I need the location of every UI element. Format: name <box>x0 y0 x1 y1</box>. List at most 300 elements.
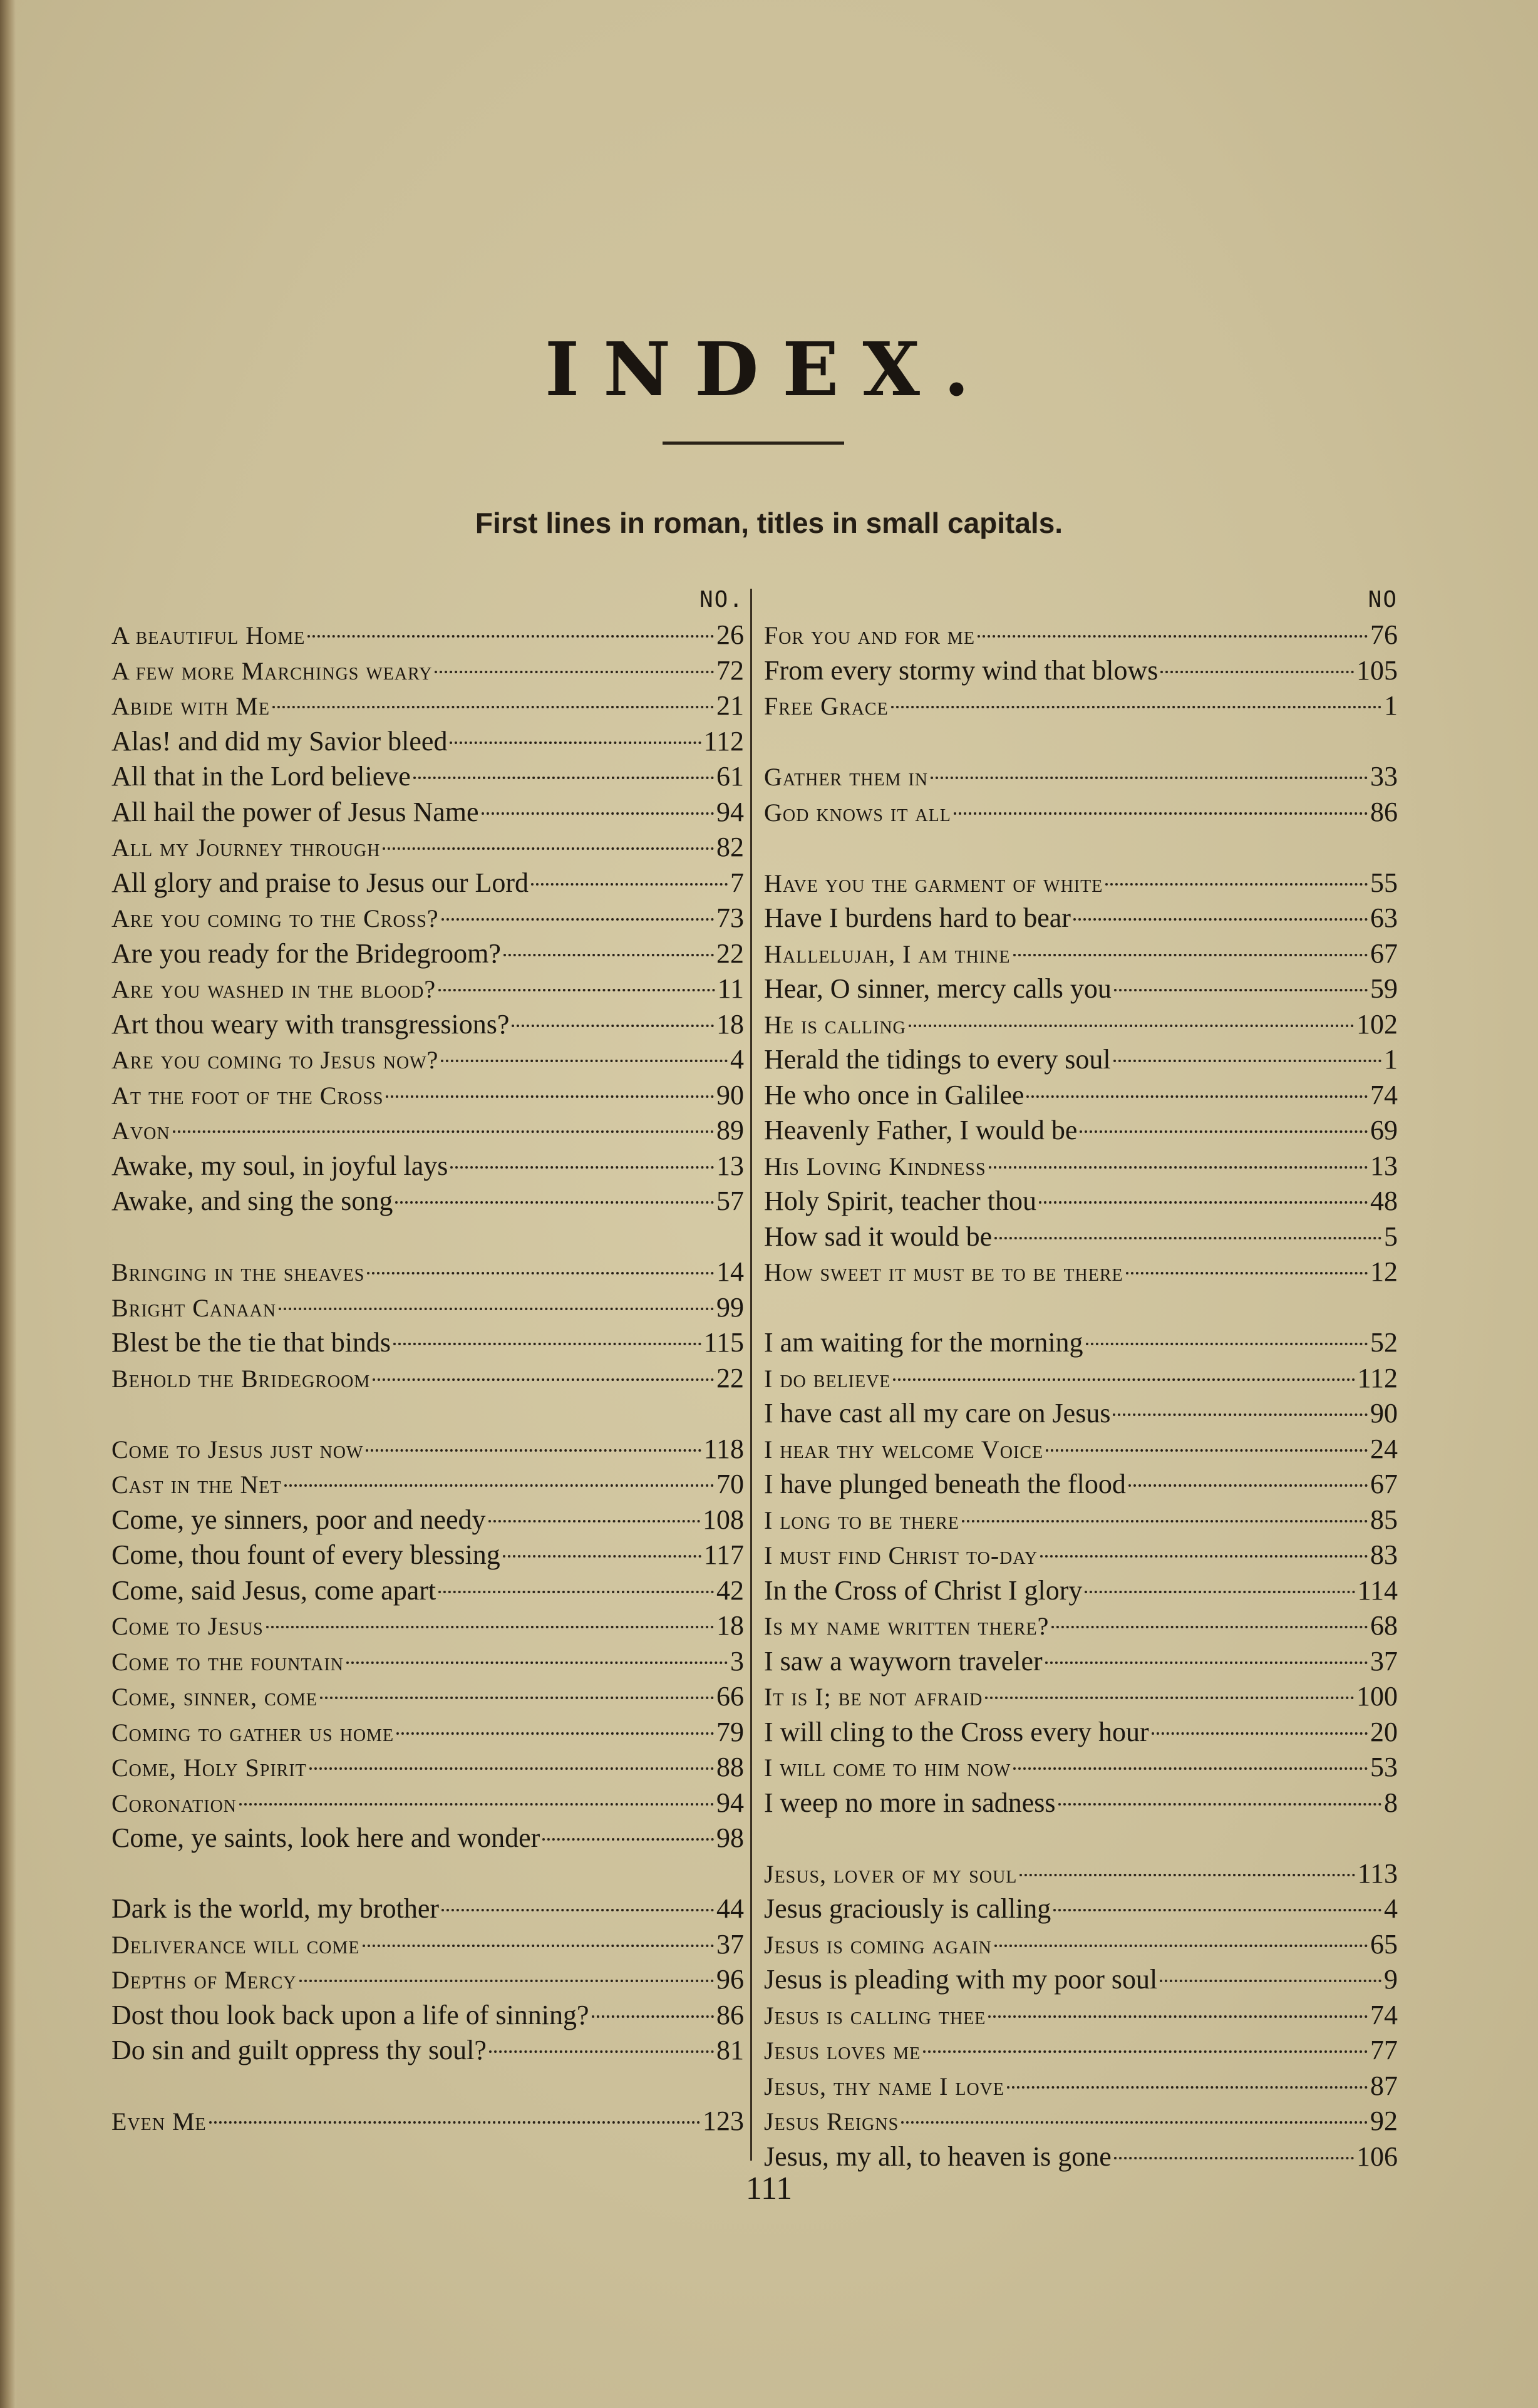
entry-title: Come, thou fount of every blessing <box>111 1539 500 1570</box>
dot-leader <box>1053 1909 1381 1911</box>
index-entry <box>764 1007 1398 1043</box>
entry-title: From every stormy wind that blows <box>764 654 1159 686</box>
entry-number: 55 <box>1370 867 1398 898</box>
page-number: 111 <box>745 2171 793 2206</box>
index-entry <box>111 618 744 653</box>
entry-title: Avon <box>111 1117 170 1145</box>
dot-leader <box>503 1555 701 1558</box>
entry-number: 118 <box>703 1433 744 1464</box>
entry-number: 90 <box>1370 1398 1398 1429</box>
dot-leader <box>891 706 1381 708</box>
entry-title: I am waiting for the morning <box>764 1327 1083 1358</box>
index-entry <box>111 1042 744 1078</box>
entry-number: 18 <box>716 1008 744 1040</box>
entry-number: 5 <box>1384 1221 1398 1252</box>
index-entry <box>764 688 1398 724</box>
dot-leader <box>482 812 714 815</box>
dot-leader <box>386 1095 714 1098</box>
index-entry <box>111 688 744 724</box>
dot-leader <box>1114 989 1368 991</box>
dot-leader <box>450 742 701 744</box>
dot-leader <box>266 1626 714 1628</box>
entry-title: Cast in the Net <box>111 1470 282 1499</box>
entry-number: 102 <box>1356 1008 1398 1040</box>
entry-title: He is calling <box>764 1010 906 1039</box>
entry-title: I have plunged beneath the flood <box>764 1469 1126 1499</box>
entry-number: 106 <box>1356 2141 1398 2172</box>
entry-title: A beautiful Home <box>111 621 306 649</box>
dot-leader <box>1160 671 1354 673</box>
entry-title: Art thou weary with transgressions? <box>111 1008 510 1040</box>
index-entry <box>111 866 744 901</box>
index-entry <box>764 1537 1398 1573</box>
index-entry <box>764 653 1398 689</box>
entry-title: Are you coming to the Cross? <box>111 904 439 933</box>
index-entry <box>111 1785 744 1821</box>
dot-leader <box>396 1732 714 1735</box>
entry-title: I long to be there <box>764 1506 959 1534</box>
dot-leader <box>994 1945 1368 1947</box>
index-entry <box>111 1644 744 1680</box>
entry-number: 13 <box>1370 1150 1398 1181</box>
entry-number: 12 <box>1370 1256 1398 1287</box>
entry-number: 24 <box>1370 1433 1398 1464</box>
entry-title: A few more Marchings weary <box>111 656 433 685</box>
entry-number: 83 <box>1370 1539 1398 1570</box>
dot-leader <box>1152 1732 1368 1735</box>
entry-title: Jesus, my all, to heaven is gone <box>764 2141 1112 2172</box>
dot-leader <box>923 2050 1368 2053</box>
section-gap <box>764 724 1398 760</box>
index-entry <box>111 1502 744 1538</box>
entry-title: Heavenly Father, I would be <box>764 1115 1078 1145</box>
entry-number: 69 <box>1370 1115 1398 1145</box>
entry-title: Come, said Jesus, come apart <box>111 1574 436 1606</box>
dot-leader <box>209 2121 700 2124</box>
entry-number: 86 <box>1370 796 1398 827</box>
dot-leader <box>346 1661 728 1664</box>
index-entry <box>764 1608 1398 1644</box>
entry-number: 112 <box>1357 1362 1398 1393</box>
entry-title: Come, ye saints, look here and wonder <box>111 1822 540 1853</box>
entry-number: 13 <box>716 1150 744 1181</box>
entry-number: 11 <box>717 973 744 1004</box>
entry-number: 52 <box>1370 1327 1398 1358</box>
entry-number: 74 <box>1370 1079 1398 1110</box>
index-entry <box>111 1361 744 1397</box>
entry-number: 8 <box>1384 1787 1398 1818</box>
entry-number: 123 <box>703 2106 744 2136</box>
dot-leader <box>989 1166 1368 1169</box>
index-entry <box>764 1750 1398 1785</box>
index-entry <box>111 830 744 866</box>
entry-number: 37 <box>1370 1645 1398 1677</box>
index-entry <box>764 1998 1398 2033</box>
entry-number: 65 <box>1370 1928 1398 1960</box>
entry-number: 18 <box>716 1610 744 1641</box>
index-entry <box>764 1467 1398 1502</box>
index-entry <box>111 1254 744 1290</box>
index-entry <box>764 1962 1398 1998</box>
dot-leader <box>901 2121 1368 2124</box>
index-entry <box>111 759 744 795</box>
entry-number: 112 <box>703 725 744 757</box>
dot-leader <box>1019 1874 1355 1876</box>
entry-title: Jesus is calling thee <box>764 2001 986 2030</box>
entry-title: Coming to gather us home <box>111 1718 395 1747</box>
number-header-right: NO <box>1368 587 1398 612</box>
entry-title: Come to the fountain <box>111 1647 344 1676</box>
dot-leader <box>450 1166 714 1169</box>
entry-title: Jesus Reigns <box>764 2107 899 2136</box>
dot-leader <box>592 2015 714 2018</box>
dot-leader <box>978 635 1368 638</box>
index-entry <box>111 1715 744 1750</box>
dot-leader <box>441 1060 728 1062</box>
dot-leader <box>1126 1272 1368 1274</box>
entry-title: Come, Holy Spirit <box>111 1754 307 1782</box>
entry-number: 59 <box>1370 973 1398 1004</box>
entry-title: Bright Canaan <box>111 1293 277 1322</box>
dot-leader <box>1113 1413 1368 1416</box>
section-gap <box>764 830 1398 866</box>
entry-number: 114 <box>1357 1574 1398 1606</box>
index-entry <box>764 795 1398 830</box>
entry-title: Have I burdens hard to bear <box>764 902 1071 933</box>
dot-leader <box>1045 1661 1368 1664</box>
entry-number: 14 <box>716 1256 744 1287</box>
dot-leader <box>320 1697 714 1699</box>
title-rule <box>663 442 844 445</box>
entry-title: Come to Jesus <box>111 1612 264 1640</box>
entry-title: All glory and praise to Jesus our Lord <box>111 867 529 898</box>
entry-title: All hail the power of Jesus Name <box>111 796 479 827</box>
index-entry <box>764 1644 1398 1680</box>
dot-leader <box>1013 1767 1368 1770</box>
entry-title: Jesus graciously is calling <box>764 1893 1051 1924</box>
entry-number: 113 <box>1357 1858 1398 1889</box>
entry-title: Hear, O sinner, mercy calls you <box>764 973 1112 1004</box>
index-entry <box>111 1007 744 1043</box>
dot-leader <box>1114 2157 1354 2159</box>
section-gap <box>111 1219 744 1255</box>
dot-leader <box>441 1909 714 1911</box>
dot-leader <box>363 1945 715 1947</box>
entry-title: How sad it would be <box>764 1221 993 1252</box>
index-entry <box>764 2033 1398 2069</box>
entry-title: Even Me <box>111 2107 207 2136</box>
dot-leader <box>272 706 714 708</box>
entry-title: I saw a wayworn traveler <box>764 1645 1043 1677</box>
entry-number: 3 <box>730 1645 744 1677</box>
entry-title: Alas! and did my Savior bleed <box>111 725 448 757</box>
section-gap <box>764 1821 1398 1856</box>
entry-number: 63 <box>1370 902 1398 933</box>
entry-list-right <box>764 618 1398 2174</box>
dot-leader <box>1085 1591 1355 1593</box>
dot-leader <box>438 1591 714 1593</box>
dot-leader <box>893 1378 1355 1381</box>
dot-leader <box>1086 1343 1368 1345</box>
index-entry <box>764 1432 1398 1467</box>
entry-number: 117 <box>703 1539 744 1570</box>
dot-leader <box>988 2015 1368 2018</box>
entry-title: Jesus, lover of my soul <box>764 1859 1018 1888</box>
dot-leader <box>1026 1095 1368 1098</box>
index-entry <box>764 1715 1398 1750</box>
entry-number: 88 <box>716 1752 744 1782</box>
dot-leader <box>531 883 728 886</box>
dot-leader <box>383 847 714 850</box>
index-entry <box>111 1113 744 1149</box>
index-entry <box>111 971 744 1007</box>
dot-leader <box>284 1484 714 1487</box>
dot-leader <box>909 1025 1354 1027</box>
entry-title: Dost thou look back upon a life of sinning? <box>111 1999 589 2030</box>
index-entry <box>111 1467 744 1502</box>
dot-leader <box>173 1130 714 1133</box>
page-title: INDEX. <box>545 326 993 413</box>
entry-title: How sweet it must be to be there <box>764 1258 1123 1286</box>
dot-leader <box>488 1520 700 1522</box>
entry-title: Come to Jesus just now <box>111 1435 364 1464</box>
entry-title: Jesus, thy name I love <box>764 2072 1004 2101</box>
dot-leader <box>239 1803 714 1806</box>
entry-number: 77 <box>1370 2035 1398 2065</box>
entry-number: 94 <box>716 1787 744 1818</box>
entry-title: Deliverance will come <box>111 1930 360 1959</box>
entry-number: 1 <box>1384 690 1398 721</box>
index-entry <box>111 1537 744 1573</box>
entry-number: 33 <box>1370 761 1398 792</box>
dot-leader <box>1113 1060 1381 1062</box>
entry-title: I will cling to the Cross every hour <box>764 1716 1149 1747</box>
entry-number: 76 <box>1370 619 1398 650</box>
index-entry <box>111 1432 744 1467</box>
entry-title: Awake, and sing the song <box>111 1186 393 1216</box>
entry-title: I must find Christ to-day <box>764 1541 1038 1569</box>
entry-number: 98 <box>716 1822 744 1853</box>
section-gap <box>111 2069 744 2104</box>
entry-number: 74 <box>1370 1999 1398 2030</box>
index-entry <box>764 1113 1398 1149</box>
entry-title: Behold the Bridegroom <box>111 1364 371 1393</box>
index-entry <box>111 1962 744 1998</box>
index-column-right <box>764 582 1398 2174</box>
dot-leader <box>1105 883 1368 886</box>
index-entry <box>111 1290 744 1326</box>
entry-title: He who once in Galilee <box>764 1079 1024 1110</box>
index-entry <box>764 1254 1398 1290</box>
index-entry <box>764 1078 1398 1114</box>
section-gap <box>111 1396 744 1432</box>
entry-title: Herald the tidings to every soul <box>764 1044 1111 1075</box>
index-entry <box>111 936 744 972</box>
dot-leader <box>367 1272 714 1274</box>
dot-leader <box>1040 1555 1368 1558</box>
index-entry <box>111 1184 744 1219</box>
dot-leader <box>985 1697 1354 1699</box>
index-entry <box>111 653 744 689</box>
entry-number: 22 <box>716 1362 744 1393</box>
dot-leader <box>1046 1449 1368 1452</box>
entry-number: 73 <box>716 902 744 933</box>
dot-leader <box>413 777 714 779</box>
entry-title: At the foot of the Cross <box>111 1081 384 1110</box>
entry-number: 72 <box>716 654 744 686</box>
entry-number: 1 <box>1384 1044 1398 1075</box>
entry-number: 22 <box>716 938 744 969</box>
dot-leader <box>1007 2086 1368 2089</box>
entry-title: I will come to him now <box>764 1754 1011 1782</box>
index-entry <box>111 901 744 936</box>
entry-title: Is my name written there? <box>764 1612 1050 1640</box>
dot-leader <box>1080 1130 1368 1133</box>
index-entry <box>764 1184 1398 1219</box>
index-entry <box>764 1219 1398 1255</box>
dot-leader <box>299 1980 715 1982</box>
entry-title: Jesus loves me <box>764 2037 921 2065</box>
dot-leader <box>373 1378 714 1381</box>
dot-leader <box>309 1767 714 1770</box>
entry-list-left <box>111 618 744 2139</box>
entry-number: 67 <box>1370 1469 1398 1499</box>
number-header-left: NO. <box>699 587 744 612</box>
index-column-left <box>111 582 744 2139</box>
dot-leader <box>954 812 1368 815</box>
index-entry <box>764 866 1398 901</box>
entry-title: Do sin and guilt oppress thy soul? <box>111 2035 487 2065</box>
entry-title: I do believe <box>764 1364 891 1393</box>
entry-number: 96 <box>716 1964 744 1995</box>
entry-title: It is I; be not afraid <box>764 1683 983 1711</box>
index-entry <box>111 2033 744 2069</box>
entry-title: Awake, my soul, in joyful lays <box>111 1150 448 1181</box>
index-entry <box>111 795 744 830</box>
entry-number: 94 <box>716 796 744 827</box>
entry-title: Bringing in the sheaves <box>111 1258 365 1286</box>
entry-number: 61 <box>716 761 744 792</box>
entry-number: 57 <box>716 1186 744 1216</box>
index-entry <box>111 1078 744 1114</box>
section-gap <box>764 1290 1398 1326</box>
index-entry <box>111 1750 744 1785</box>
entry-title: Gather them in <box>764 763 928 791</box>
dot-leader <box>1128 1484 1368 1487</box>
index-entry <box>111 1821 744 1856</box>
index-entry <box>111 1927 744 1963</box>
index-entry <box>764 901 1398 936</box>
index-entry <box>764 2069 1398 2104</box>
entry-title: Jesus is coming again <box>764 1930 992 1959</box>
index-entry <box>764 1361 1398 1397</box>
entry-number: 4 <box>1384 1893 1398 1924</box>
entry-title: Hallelujah, I am thine <box>764 939 1011 968</box>
entry-title: God knows it all <box>764 798 951 827</box>
entry-number: 81 <box>716 2035 744 2065</box>
index-entry <box>764 936 1398 972</box>
dot-leader <box>1160 1980 1381 1982</box>
entry-number: 108 <box>703 1504 744 1535</box>
dot-leader <box>1058 1803 1381 1806</box>
dot-leader <box>1073 918 1368 921</box>
entry-title: Abide with Me <box>111 692 270 720</box>
dot-leader <box>931 777 1368 779</box>
index-entry <box>764 1502 1398 1538</box>
index-entry <box>764 2104 1398 2139</box>
entry-number: 87 <box>1370 2070 1398 2101</box>
entry-title: Come, sinner, come <box>111 1683 317 1711</box>
entry-number: 67 <box>1370 938 1398 969</box>
entry-number: 105 <box>1356 654 1398 686</box>
index-entry <box>111 1998 744 2033</box>
index-entry <box>764 1573 1398 1609</box>
index-entry <box>764 1891 1398 1927</box>
index-entry <box>111 1608 744 1644</box>
dot-leader <box>366 1449 701 1452</box>
entry-number: 89 <box>716 1115 744 1145</box>
dot-leader <box>503 954 714 956</box>
entry-number: 37 <box>716 1928 744 1960</box>
index-entry <box>764 1325 1398 1361</box>
dot-leader <box>435 671 714 673</box>
entry-title: Dark is the world, my brother <box>111 1893 439 1924</box>
entry-number: 7 <box>730 867 744 898</box>
entry-number: 92 <box>1370 2106 1398 2136</box>
section-gap <box>111 1856 744 1892</box>
entry-number: 115 <box>703 1327 744 1358</box>
index-entry <box>764 1679 1398 1715</box>
entry-number: 70 <box>716 1469 744 1499</box>
entry-number: 53 <box>1370 1752 1398 1782</box>
dot-leader <box>438 989 715 991</box>
index-subtitle: First lines in roman, titles in small capitals. <box>475 507 1063 539</box>
dot-leader <box>542 1838 714 1841</box>
dot-leader <box>1013 954 1368 956</box>
entry-title: I weep no more in sadness <box>764 1787 1056 1818</box>
index-entry <box>764 618 1398 653</box>
index-entry <box>111 1325 744 1361</box>
index-entry <box>764 1396 1398 1432</box>
index-entry <box>764 1856 1398 1892</box>
index-entry <box>764 1149 1398 1184</box>
entry-number: 44 <box>716 1893 744 1924</box>
index-entry <box>764 2139 1398 2175</box>
entry-number: 90 <box>716 1079 744 1110</box>
dot-leader <box>1051 1626 1368 1628</box>
entry-number: 79 <box>716 1716 744 1747</box>
entry-number: 48 <box>1370 1186 1398 1216</box>
index-entry <box>764 759 1398 795</box>
entry-title: Blest be the tie that binds <box>111 1327 391 1358</box>
entry-title: I have cast all my care on Jesus <box>764 1398 1111 1429</box>
index-entry <box>111 1679 744 1715</box>
entry-title: All my Journey through <box>111 834 381 862</box>
entry-title: For you and for me <box>764 621 975 649</box>
entry-number: 85 <box>1370 1504 1398 1535</box>
entry-title: Are you ready for the Bridegroom? <box>111 938 501 969</box>
entry-number: 100 <box>1356 1681 1398 1712</box>
entry-title: Holy Spirit, teacher thou <box>764 1186 1037 1216</box>
entry-title: Depths of Mercy <box>111 1966 297 1994</box>
index-entry <box>764 1927 1398 1963</box>
dot-leader <box>441 918 714 921</box>
dot-leader <box>307 635 714 638</box>
entry-title: All that in the Lord believe <box>111 761 411 792</box>
dot-leader <box>279 1308 714 1310</box>
index-entry <box>111 2104 744 2139</box>
entry-number: 99 <box>716 1291 744 1323</box>
